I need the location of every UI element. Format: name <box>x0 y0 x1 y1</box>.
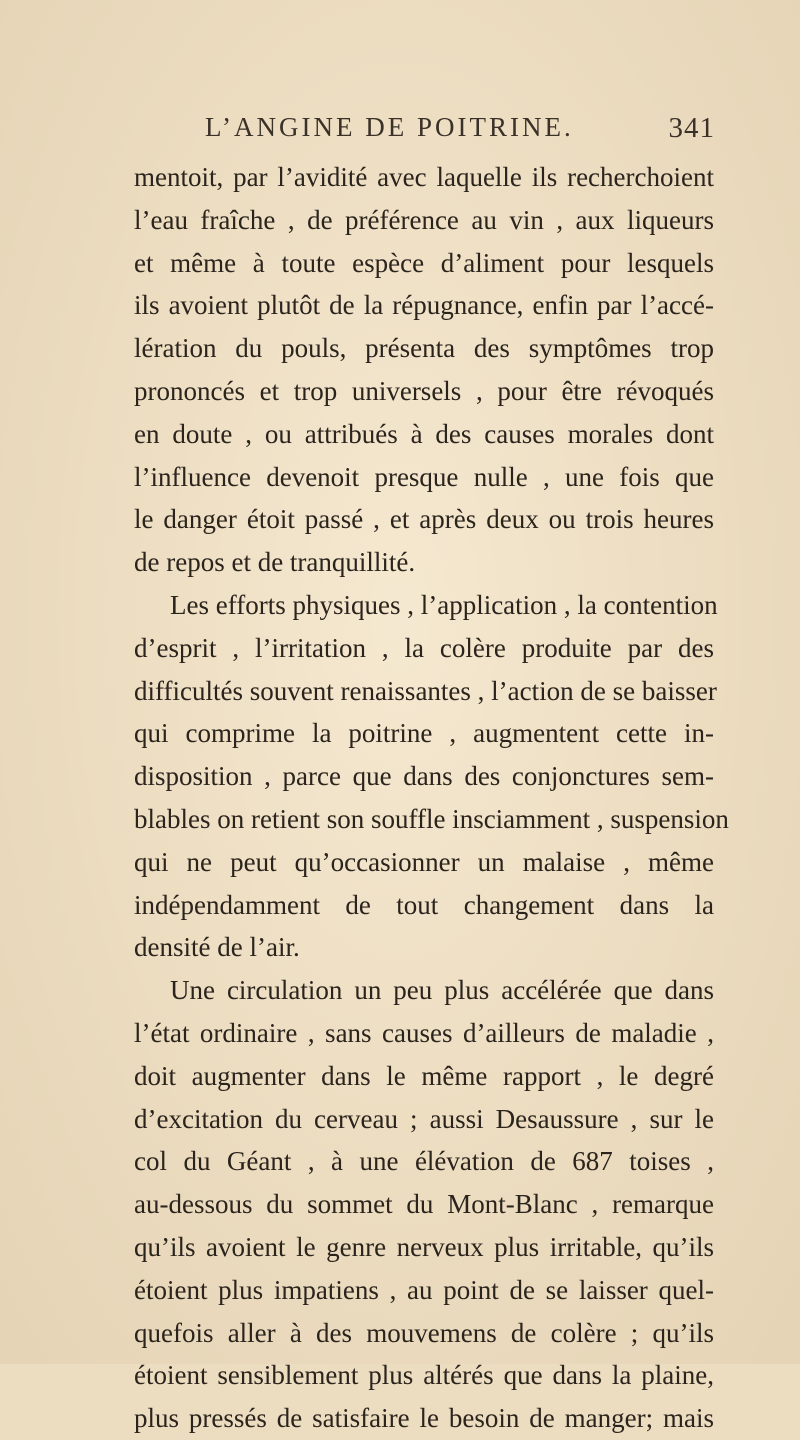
text-line: blables on retient son souffle insciamment , suspension <box>134 803 729 834</box>
paragraph-end-line: de repos et de tranquillité. <box>134 547 416 578</box>
paragraph-end-line: densité de l’air. <box>134 932 300 963</box>
text-line: qui comprime la poitrine , augmentent cette in- <box>134 718 714 749</box>
text-line: prononcés et trop universels , pour être révoqués <box>134 375 714 406</box>
text-line: en doute , ou attribués à des causes morales dont <box>134 418 714 449</box>
text-line: ils avoient plutôt de la répugnance, enfin par l’accé- <box>134 290 714 321</box>
text-line: l’eau fraîche , de préférence au vin , aux liqueurs <box>134 204 714 235</box>
paragraph-start-line: Une circulation un peu plus accélérée que dans <box>170 975 714 1006</box>
text-line: plus pressés de satisfaire le besoin de manger; mais <box>134 1403 714 1434</box>
text-line: d’esprit , l’irritation , la colère produite par des <box>134 632 714 663</box>
page-number: 341 <box>668 112 715 144</box>
text-line: au-dessous du sommet du Mont-Blanc , remarque <box>134 1189 714 1220</box>
text-line: disposition , parce que dans des conjonctures sem- <box>134 761 714 792</box>
text-line: qui ne peut qu’occasionner un malaise , même <box>134 846 714 877</box>
text-line: doit augmenter dans le même rapport , le degré <box>134 1060 714 1091</box>
text-line: mentoit, par l’avidité avec laquelle ils recherchoient <box>134 162 714 192</box>
text-line: col du Géant , à une élévation de 687 toises , <box>134 1146 714 1177</box>
running-head <box>205 112 715 152</box>
text-line: lération du pouls, présenta des symptômes trop <box>134 333 714 364</box>
text-line: et même à toute espèce d’aliment pour lesquels <box>134 247 714 278</box>
text-line: d’excitation du cerveau ; aussi Desaussure , sur le <box>134 1103 714 1134</box>
running-head-title: L’ANGINE DE POITRINE. <box>205 112 574 142</box>
text-line: difficultés souvent renaissantes , l’action de se baisser <box>134 675 717 706</box>
text-line: l’influence devenoit presque nulle , une fois que <box>134 461 714 492</box>
text-line: étoient sensiblement plus altérés que dans la plaine, <box>134 1360 714 1391</box>
text-line: quefois aller à des mouvemens de colère ; qu’ils <box>134 1317 714 1348</box>
text-line: l’état ordinaire , sans causes d’ailleurs de maladie , <box>134 1017 714 1048</box>
text-line: qu’ils avoient le genre nerveux plus irritable, qu’ils <box>134 1231 714 1262</box>
text-line: indépendamment de tout changement dans la <box>134 889 714 920</box>
body-text <box>134 156 729 1440</box>
paragraph-start-line: Les efforts physiques , l’application , la contention <box>170 589 718 620</box>
text-line: étoient plus impatiens , au point de se laisser quel- <box>134 1274 714 1305</box>
text-line: le danger étoit passé , et après deux ou trois heures <box>134 504 714 535</box>
